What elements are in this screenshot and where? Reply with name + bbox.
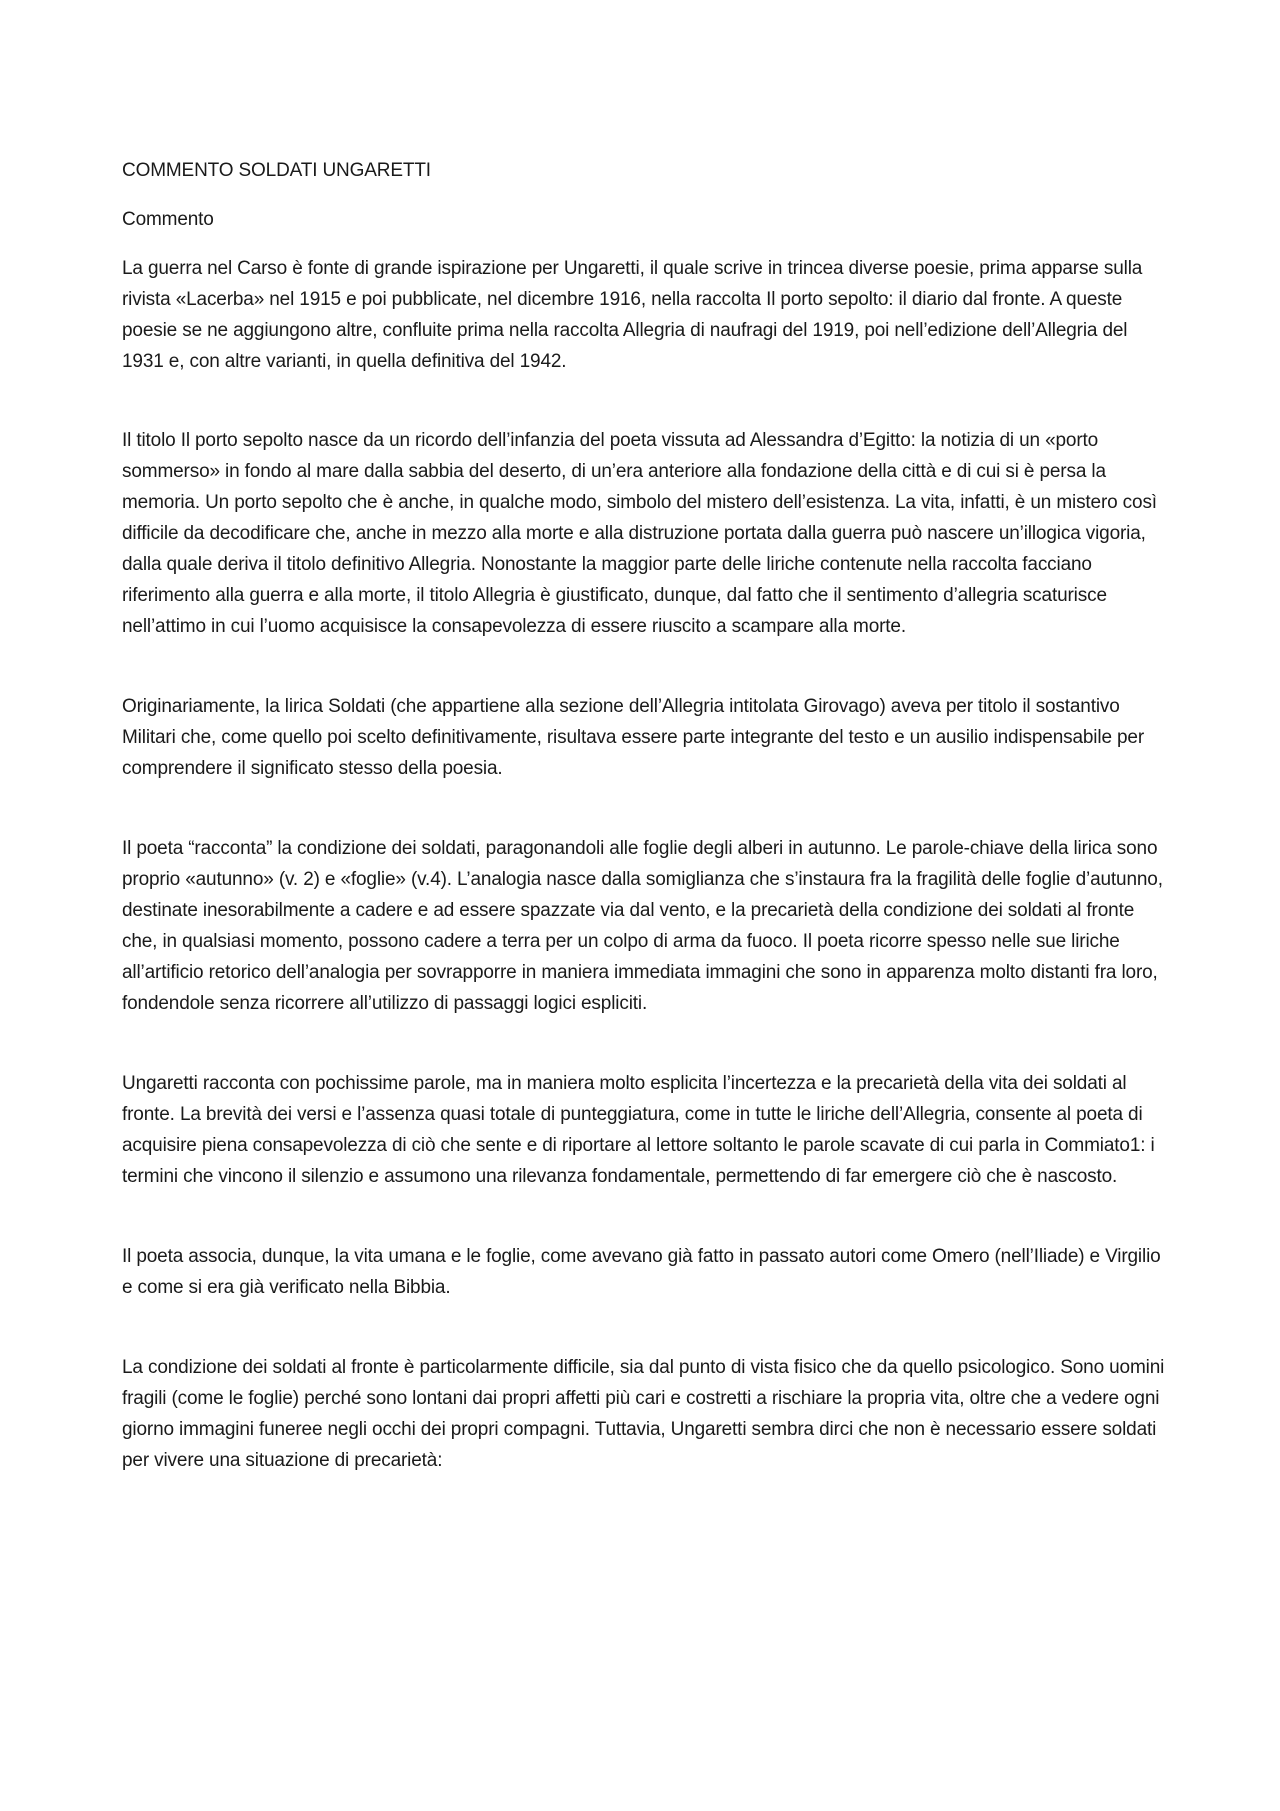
- paragraph: Il poeta associa, dunque, la vita umana e le foglie, come avevano già fatto in passato autori come Omero (nell’Iliade) e Virgilio e come si era già verificato nella Bibbia.: [122, 1246, 1161, 1298]
- paragraph: Il titolo Il porto sepolto nasce da un ricordo dell’infanzia del poeta vissuta ad Alessandra d’Egitto: la notizia di un «porto sommerso» in fondo al mare dalla sabbia del deserto, di un’era anteriore alla fondazione della città e di cui si è persa la memoria. Un porto sepolto che è anche, in qualche modo, simbolo del mistero dell’esistenza. La vita, infatti, è un mistero così difficile da decodificare che, anche in mezzo alla morte e alla distruzione portata dalla guerra può nascere un’illogica vigoria, dalla quale deriva il titolo definitivo Allegria. Nonostante la maggior parte delle liriche contenute nella raccolta facciano riferimento alla guerra e alla morte, il titolo Allegria è giustificato, dunque, dal fatto che il sentimento d’allegria scaturisce nell’attimo in cui l’uomo acquisisce la consapevolezza di essere riuscito a scampare alla morte.: [122, 430, 1157, 637]
- paragraph: La guerra nel Carso è fonte di grande ispirazione per Ungaretti, il quale scrive in trincea diverse poesie, prima apparse sulla rivista «Lacerba» nel 1915 e poi pubblicate, nel dicembre 1916, nella raccolta Il porto sepolto: il diario dal fronte. A queste poesie se ne aggiungono altre, confluite prima nella raccolta Allegria di naufragi del 1919, poi nell’edizione dell’Allegria del 1931 e, con altre varianti, in quella definitiva del 1942.: [122, 258, 1143, 372]
- document-subtitle: Commento: [122, 209, 214, 230]
- paragraph: La condizione dei soldati al fronte è particolarmente difficile, sia dal punto di vista fisico che da quello psicologico. Sono uomini fragili (come le foglie) perché sono lontani dai propri affetti più cari e costretti a rischiare la propria vita, oltre che a vedere ogni giorno immagini funeree negli occhi dei propri compagni. Tuttavia, Ungaretti sembra dirci che non è necessario essere soldati per vivere una situazione di precarietà:: [122, 1357, 1165, 1471]
- paragraph: Originariamente, la lirica Soldati (che appartiene alla sezione dell’Allegria intitolata Girovago) aveva per titolo il sostantivo Militari che, come quello poi scelto definitivamente, risultava essere parte integrante del testo e un ausilio indispensabile per comprendere il significato stesso della poesia.: [122, 696, 1145, 779]
- document-title: COMMENTO SOLDATI UNGARETTI: [122, 160, 431, 181]
- document-body: [122, 155, 1172, 1513]
- paragraph: Ungaretti racconta con pochissime parole, ma in maniera molto esplicita l’incertezza e la precarietà della vita dei soldati al fronte. La brevità dei versi e l’assenza quasi totale di punteggiatura, come in tutte le liriche dell’Allegria, consente al poeta di acquisire piena consapevolezza di ciò che sente e di riportare al lettore soltanto le parole scavate di cui parla in Commiato1: i termini che vincono il silenzio e assumono una rilevanza fondamentale, permettendo di far emergere ciò che è nascosto.: [122, 1073, 1155, 1187]
- paragraph: Il poeta “racconta” la condizione dei soldati, paragonandoli alle foglie degli alberi in autunno. Le parole-chiave della lirica sono proprio «autunno» (v. 2) e «foglie» (v.4). L’analogia nasce dalla somiglianza che s’instaura fra la fragilità delle foglie d’autunno, destinate inesorabilmente a cadere e ad essere spazzate via dal vento, e la precarietà della condizione dei soldati al fronte che, in qualsiasi momento, possono cadere a terra per un colpo di arma da fuoco. Il poeta ricorre spesso nelle sue liriche all’artificio retorico dell’analogia per sovrapporre in maniera immediata immagini che sono in apparenza molto distanti fra loro, fondendole senza ricorrere all’utilizzo di passaggi logici espliciti.: [122, 838, 1163, 1014]
